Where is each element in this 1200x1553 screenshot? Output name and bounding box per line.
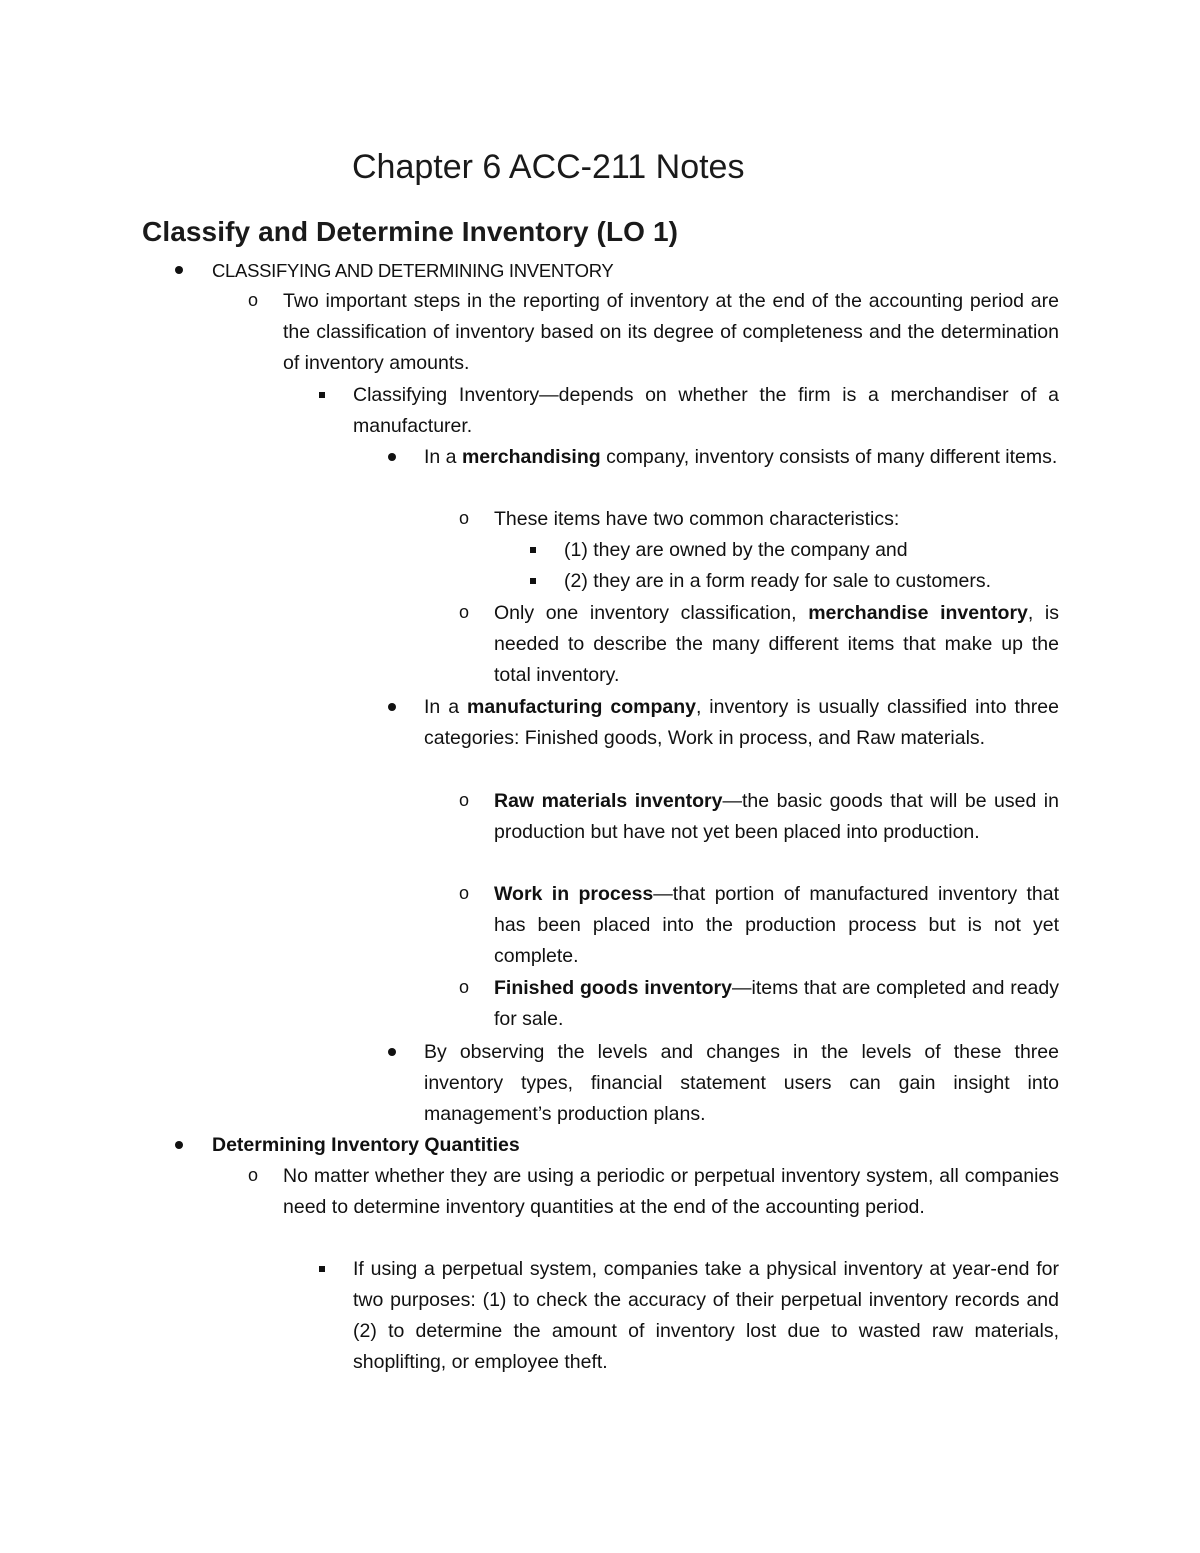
bullet-circle-icon: o [248, 290, 259, 310]
list-item-observing-levels [424, 1037, 1059, 1130]
term-merchandising: merchandising [461, 446, 601, 468]
list-item-text: (2) they are in a form ready for sale to customers. [564, 570, 992, 592]
bullet-circle-icon: o [459, 790, 470, 810]
list-item-determining-quantities [212, 1130, 1060, 1161]
list-item-text: By observing the levels and changes in the levels of these three inventory types, financial statement users can gain insight into management’s production plans. [424, 1041, 1059, 1125]
term-work-in-process: Work in process [494, 883, 654, 905]
list-item-work-in-process [459, 879, 1060, 972]
list-item-text: These items have two common characteristics: [494, 508, 900, 530]
bullet-circle-icon: o [248, 1165, 259, 1185]
list-item-owned [564, 535, 1059, 566]
list-item-text: Work in process—that portion of manufactured inventory that has been placed into the production process but is not yet complete. [494, 883, 1060, 967]
list-item-text: No matter whether they are using a periodic or perpetual inventory system, all companies need to determine inventory quantities at the end of the accounting period. [283, 1165, 1059, 1218]
list-item-perpetual-system [353, 1254, 1059, 1378]
term-finished-goods: Finished goods inventory [494, 977, 732, 999]
list-item-text: Only one inventory classification, merchandise inventory, is needed to describe the many different items that make up the total inventory. [494, 602, 1060, 686]
list-item-text: If using a perpetual system, companies take a physical inventory at year-end for two purposes: (1) to check the accuracy of their perpetual inventory records and (2) to determine the amount of inventory lost due to wasted raw materials, shoplifting, or employee theft. [353, 1258, 1059, 1373]
term-manufacturing-company: manufacturing company [466, 696, 696, 718]
term-raw-materials: Raw materials inventory [494, 790, 723, 812]
document-title: Chapter 6 ACC-211 Notes [352, 148, 745, 186]
bullet-disc-icon [388, 703, 396, 711]
list-item-merchandising [424, 442, 1059, 473]
bullet-square-icon [319, 1266, 325, 1272]
term-merchandise-inventory: merchandise inventory [808, 602, 1028, 624]
list-item-manufacturing [424, 692, 1059, 754]
list-item-classifying-determining [212, 255, 1060, 286]
list-item-merchandise-inventory [459, 598, 1060, 691]
list-item-periodic-perpetual [248, 1161, 1059, 1223]
list-item-text: Raw materials inventory—the basic goods that will be used in production but have not yet been placed into production. [494, 790, 1059, 843]
list-item-text: Finished goods inventory—items that are completed and ready for sale. [494, 977, 1059, 1030]
list-item-text: (1) they are owned by the company and [564, 539, 908, 561]
bullet-circle-icon: o [459, 602, 470, 622]
bullet-square-icon [530, 578, 536, 584]
list-item-text: Two important steps in the reporting of inventory at the end of the accounting period are the classification of inventory based on its degree of completeness and the determination of inventory amounts. [283, 290, 1059, 374]
list-item-finished-goods [459, 973, 1059, 1035]
list-item-raw-materials [459, 786, 1059, 848]
list-item-text: CLASSIFYING AND DETERMINING INVENTORY [212, 260, 614, 281]
list-item-two-important-steps [248, 286, 1059, 379]
bullet-circle-icon: o [459, 883, 470, 903]
bullet-disc-icon [175, 266, 183, 274]
bullet-circle-icon: o [459, 977, 470, 997]
list-item-text: In a manufacturing company, inventory is usually classified into three categories: Finished goods, Work in process, and Raw materials. [424, 696, 1059, 749]
bullet-disc-icon [388, 1048, 396, 1056]
bullet-disc-icon [388, 453, 396, 461]
list-item-common-characteristics [459, 504, 1059, 535]
section-heading: Classify and Determine Inventory (LO 1) [142, 216, 679, 247]
bullet-disc-icon [175, 1141, 183, 1149]
list-item-text: Determining Inventory Quantities [212, 1134, 520, 1156]
bullet-square-icon [530, 547, 536, 553]
bullet-circle-icon: o [459, 508, 470, 528]
list-item-classifying-inventory [353, 380, 1059, 442]
list-item-text: In a merchandising company, inventory consists of many different items. [424, 446, 1058, 468]
list-item-ready-for-sale [564, 566, 1059, 597]
bullet-square-icon [319, 392, 325, 398]
list-item-text: Classifying Inventory—depends on whether the firm is a merchandiser of a manufacturer. [353, 384, 1059, 437]
